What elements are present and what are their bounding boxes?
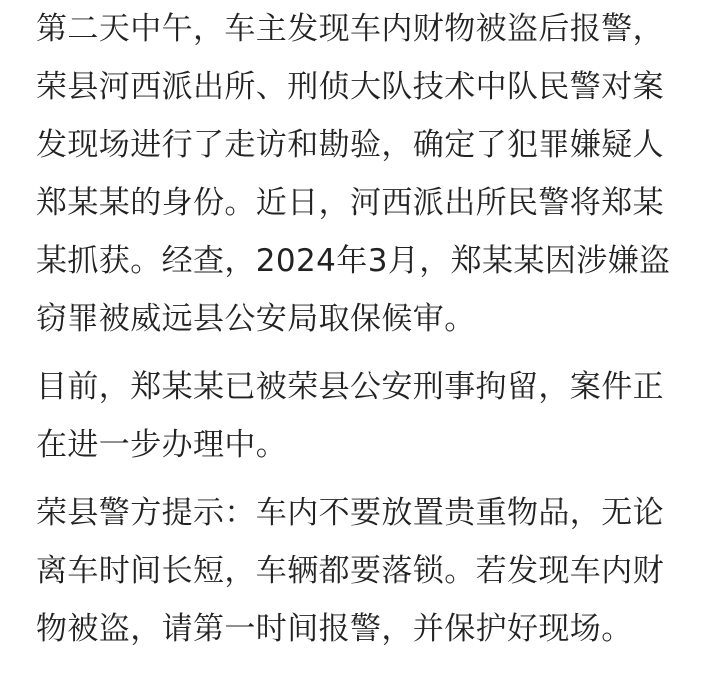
text-line: 某抓获。经查，2024年3月，郑某某因涉嫌盗 [36, 243, 671, 279]
paragraph-spacer [36, 348, 696, 358]
text-line: 物被盗，请第一时间报警，并保护好现场。 [36, 611, 633, 647]
text-line: 荣县河西派出所、刑侦大队技术中队民警对案 [36, 69, 664, 105]
text-line: 第二天中午，车主发现车内财物被盗后报警， [36, 11, 664, 47]
text-line: 郑某某的身份。近日，河西派出所民警将郑某 [36, 185, 664, 221]
paragraph-case-report [36, 0, 696, 348]
text-line: 窃罪被威远县公安局取保候审。 [36, 301, 476, 337]
text-line: 在进一步办理中。 [36, 427, 288, 463]
paragraph-police-tip [36, 484, 696, 658]
article-body [36, 0, 696, 658]
text-line: 离车时间长短，车辆都要落锁。若发现车内财 [36, 553, 664, 589]
text-line: 目前，郑某某已被荣县公安刑事拘留，案件正 [36, 369, 664, 405]
text-line: 荣县警方提示：车内不要放置贵重物品，无论 [36, 495, 664, 531]
paragraph-spacer [36, 474, 696, 484]
text-line: 发现场进行了走访和勘验，确定了犯罪嫌疑人 [36, 127, 664, 163]
paragraph-case-status [36, 358, 696, 474]
